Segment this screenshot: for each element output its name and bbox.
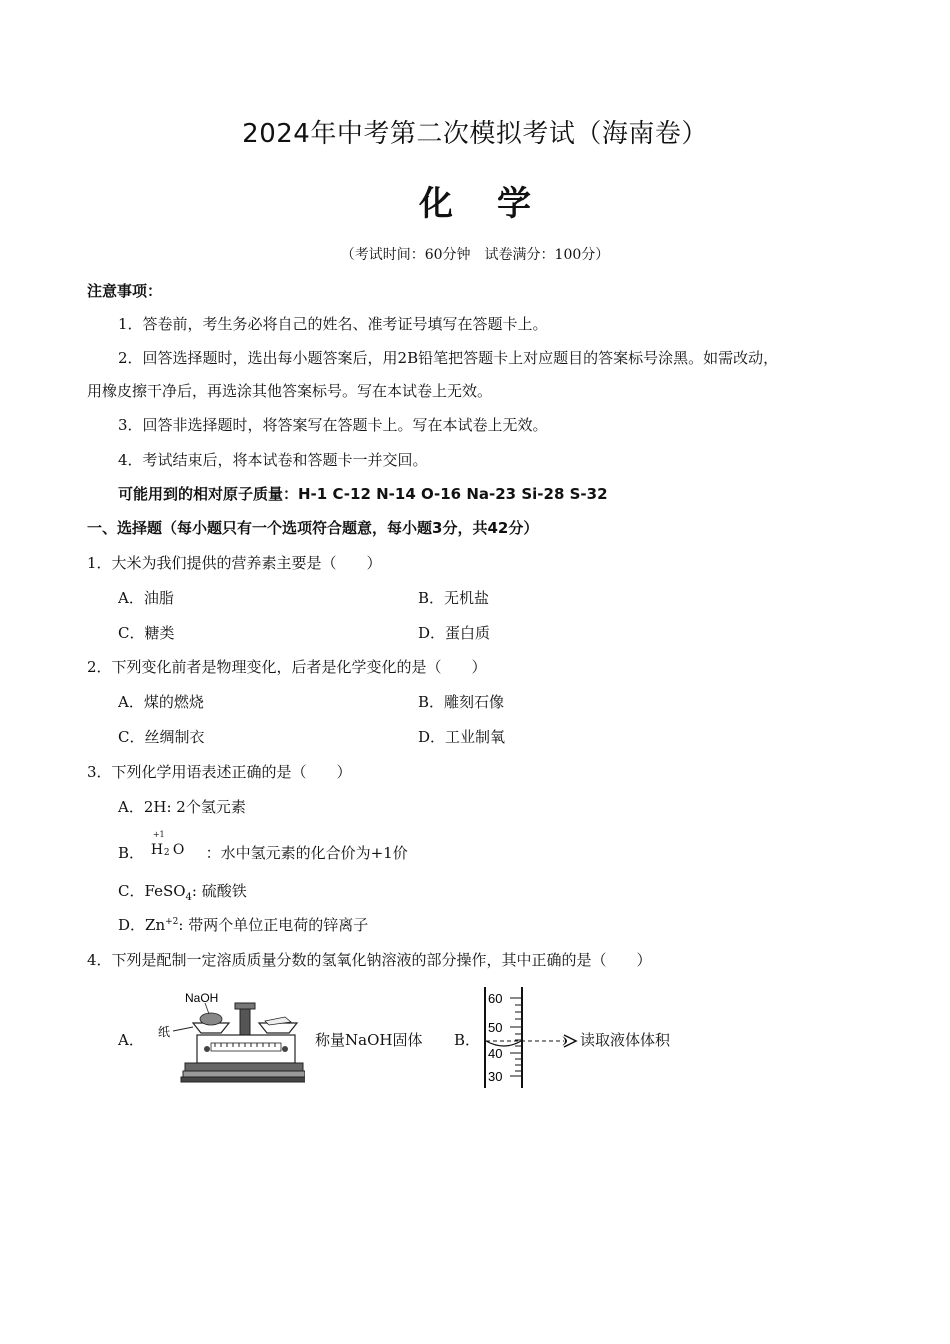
tick-label-40: 40 (488, 1046, 503, 1061)
question-4-option-b-label: B． (454, 1031, 481, 1049)
question-1-option-a: A．油脂 (118, 589, 174, 607)
subject-title: 化学 (419, 184, 575, 224)
option-d-superscript: +2 (165, 917, 179, 927)
exam-info: （考试时间：60分钟 试卷满分：100分） (340, 247, 610, 263)
question-3-option-a: A．2H: 2个氢元素 (118, 798, 246, 816)
question-4-option-b-caption: 读取液体体积 (580, 1031, 671, 1049)
naoh-label: NaOH (185, 991, 219, 1005)
question-1-option-c: C．糖类 (118, 624, 175, 642)
tick-label-30: 30 (488, 1069, 503, 1084)
option-d-text: : 带两个单位正电荷的锌离子 (178, 916, 369, 934)
paper-label: 纸 (158, 1025, 171, 1039)
note-item-3: 3．回答非选择题时，将答案写在答题卡上。写在本试卷上无效。 (118, 416, 548, 434)
option-b-text: ：水中氢元素的化合价为+1价 (205, 844, 408, 862)
exam-title: 2024年中考第二次模拟考试（海南卷） (242, 119, 708, 149)
option-c-formula: C．FeSO (118, 882, 186, 900)
question-2-stem: 2．下列变化前者是物理变化，后者是化学变化的是（ ） (87, 658, 487, 676)
question-3-option-d (118, 914, 368, 935)
water-formula (149, 830, 201, 858)
option-b-prefix: B． (118, 844, 145, 862)
question-1-option-d: D．蛋白质 (418, 624, 491, 642)
question-3-option-b (118, 830, 408, 863)
question-2-option-a: A．煤的燃烧 (118, 693, 204, 711)
question-3-stem: 3．下列化学用语表述正确的是（ ） (87, 763, 352, 781)
note-item-2-cont: 用橡皮擦干净后，再选涂其他答案标号。写在本试卷上无效。 (87, 382, 493, 400)
element-h: H (150, 842, 164, 858)
note-item-1: 1．答卷前，考生务必将自己的姓名、准考证号填写在答题卡上。 (118, 315, 548, 333)
question-1-option-b: B．无机盐 (418, 589, 490, 607)
tick-label-50: 50 (488, 1020, 503, 1035)
question-2-option-d: D．工业制氧 (418, 728, 506, 746)
question-4-stem: 4．下列是配制一定溶质质量分数的氢氧化钠溶液的部分操作，其中正确的是（ ） (87, 951, 652, 969)
question-4-option-a-label: A． (118, 1031, 144, 1049)
notes-heading: 注意事项： (87, 282, 163, 300)
question-2-option-b: B．雕刻石像 (418, 693, 505, 711)
option-c-subscript: 4 (185, 892, 192, 903)
note-item-2: 2．回答选择题时，选出每小题答案后，用2B铅笔把答题卡上对应题目的答案标号涂黑。如需改动， (118, 349, 779, 367)
subscript-2: 2 (163, 848, 170, 858)
charge-label: +1 (152, 830, 165, 839)
option-d-formula: D．Zn (118, 916, 166, 934)
note-item-4: 4．考试结束后，将本试卷和答题卡一并交回。 (118, 451, 428, 469)
section-heading: 一、选择题（每小题只有一个选项符合题意，每小题3分，共42分） (87, 519, 539, 537)
option-c-text: : 硫酸铁 (191, 882, 247, 900)
question-4-option-a-caption: 称量NaOH固体 (315, 1031, 423, 1049)
tick-label-60: 60 (488, 991, 503, 1006)
element-o: O (172, 842, 185, 858)
question-1-stem: 1．大米为我们提供的营养素主要是（ ） (87, 554, 382, 572)
question-2-option-c: C．丝绸制衣 (118, 728, 205, 746)
graduated-cylinder-figure (480, 985, 580, 1090)
question-3-option-c (118, 880, 247, 903)
atomic-masses: 可能用到的相对原子质量：H-1 C-12 N-14 O-16 Na-23 Si-28 S-32 (118, 485, 608, 503)
balance-scale-figure (155, 985, 305, 1087)
